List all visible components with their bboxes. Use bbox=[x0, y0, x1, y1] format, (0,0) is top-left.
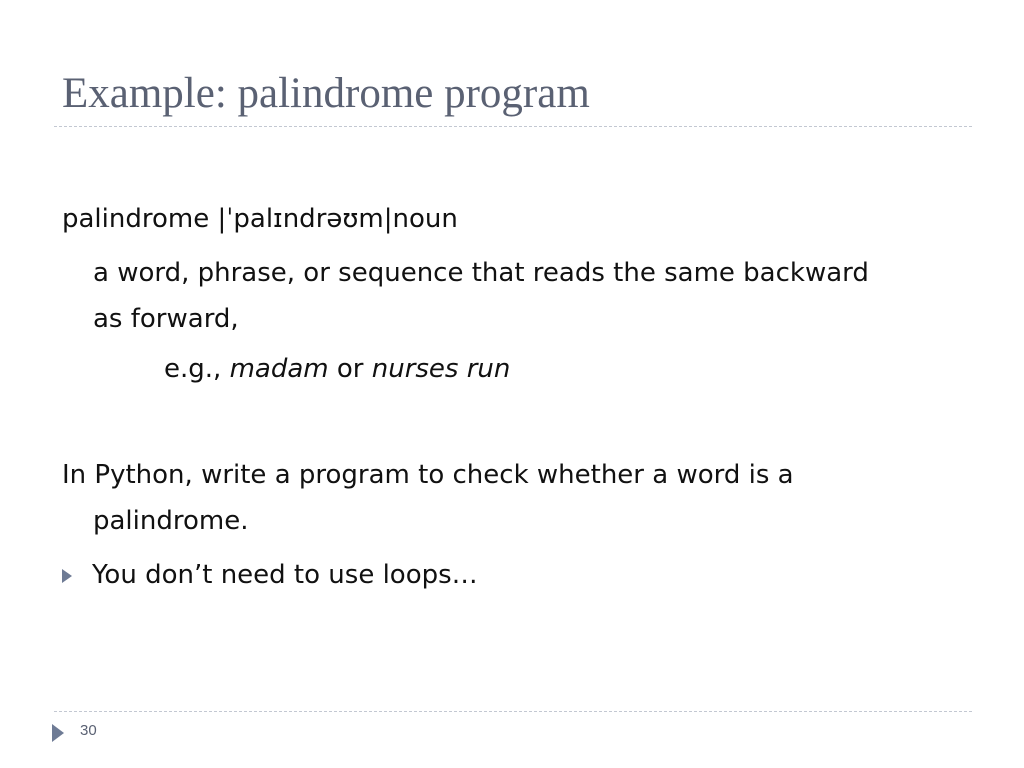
example-prefix: e.g., bbox=[164, 354, 230, 384]
title-divider bbox=[54, 126, 972, 127]
example-word-nurses-run: nurses run bbox=[371, 354, 511, 384]
slide-number: 30 bbox=[80, 722, 97, 739]
definition-term: palindrome |ˈpalɪndrəʊm|noun bbox=[62, 204, 458, 234]
bullet-item bbox=[62, 552, 478, 598]
bullet-text: You don’t need to use loops… bbox=[92, 560, 478, 590]
triangle-right-icon bbox=[62, 569, 72, 583]
example-word-madam: madam bbox=[229, 354, 329, 384]
example-line bbox=[164, 346, 1024, 392]
task-text bbox=[62, 452, 942, 544]
slide-title: Example: palindrome program bbox=[62, 70, 590, 117]
definition-text: a word, phrase, or sequence that reads the same backward as forward, bbox=[93, 258, 869, 334]
task-text-line2: palindrome. bbox=[93, 506, 249, 536]
example-connector: or bbox=[328, 354, 372, 384]
footer-divider bbox=[54, 711, 972, 712]
task-text-line1: In Python, write a program to check whether a word is a bbox=[62, 460, 794, 490]
footer-triangle-icon bbox=[52, 724, 64, 742]
